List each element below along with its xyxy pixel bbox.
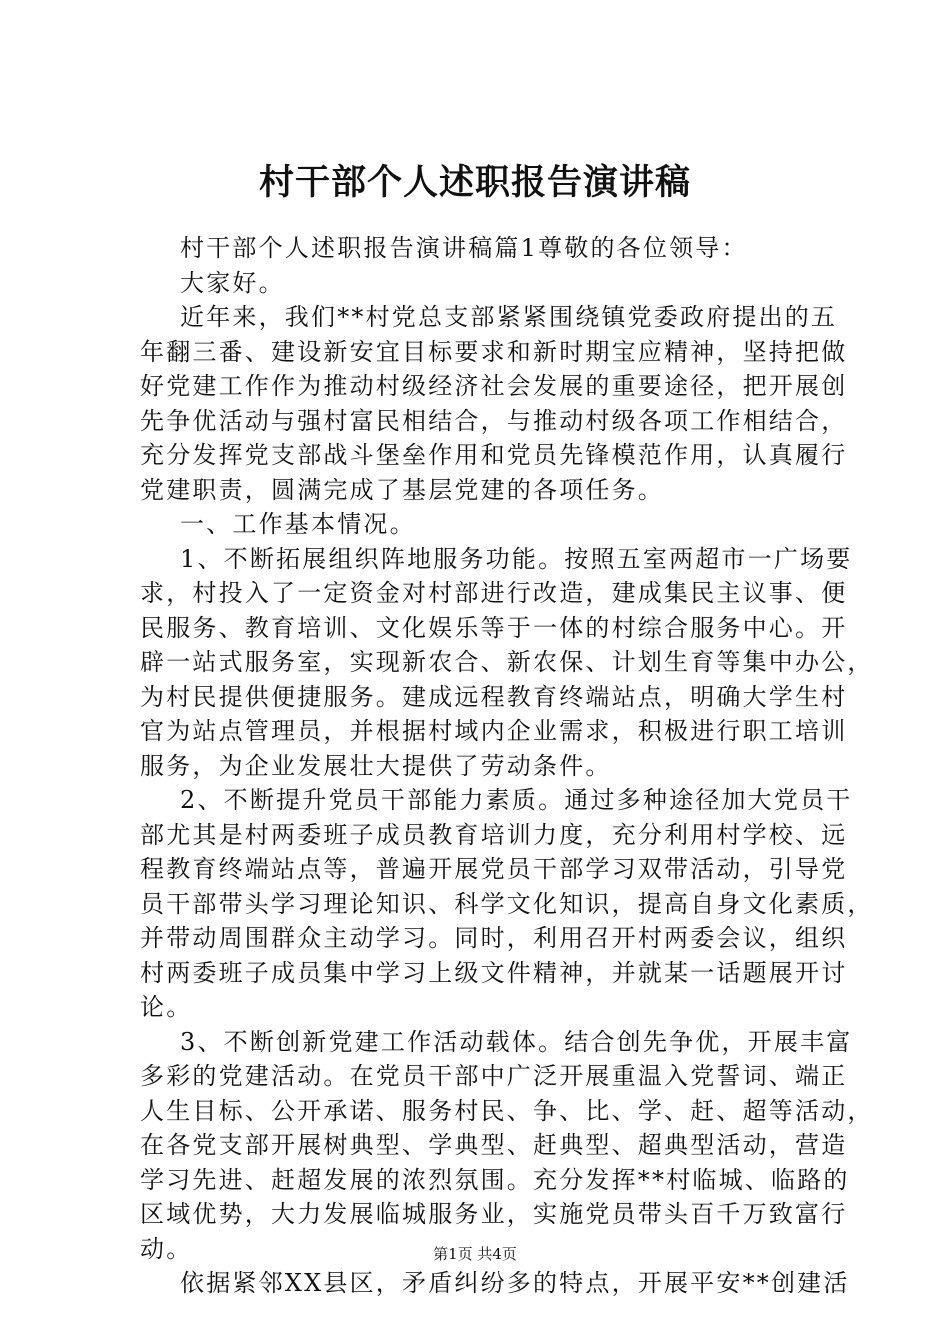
body-line: 年翻三番、建设新安宜目标要求和新时期宝应精神，坚持把做 [140, 337, 848, 366]
body-line: 服务，为企业发展壮大提供了劳动条件。 [140, 751, 612, 780]
body-line: 员干部带头学习理论知识、科学文化知识，提高自身文化素质， [140, 889, 874, 918]
body-line: 求，村投入了一定资金对村部进行改造，建成集民主议事、便 [140, 579, 848, 607]
body-line: 1、不断拓展组织阵地服务功能。按照五室两超市一广场要 [180, 544, 853, 573]
body-line: 并带动周围群众主动学习。同时，利用召开村两委会议，组织 [140, 924, 848, 952]
body-line: 在各党支部开展树典型、学典型、赶典型、超典型活动，营造 [140, 1131, 848, 1159]
body-line: 2、不断提升党员干部能力素质。通过多种途径加大党员干 [180, 786, 853, 814]
body-line: 区域优势，大力发展临城服务业，实施党员带头百千万致富行 [140, 1200, 848, 1228]
body-line: 官为站点管理员，并根据村域内企业需求，积极进行职工培训 [140, 717, 848, 745]
body-line: 辟一站式服务室，实现新农合、新农保、计划生育等集中办公， [140, 648, 874, 676]
body-line: 学习先进、赶超发展的浓烈氛围。充分发挥**村临城、临路的 [140, 1165, 850, 1194]
body-line: 多彩的党建活动。在党员干部中广泛开展重温入党誓词、端正 [140, 1062, 848, 1090]
body-line: 3、不断创新党建工作活动载体。结合创先争优，开展丰富 [180, 1027, 853, 1056]
body-line: 部尤其是村两委班子成员教育培训力度，充分利用村学校、远 [140, 820, 848, 849]
document-body [140, 231, 874, 1301]
body-line: 好党建工作作为推动村级经济社会发展的重要途径，把开展创 [140, 372, 848, 400]
body-line: 大家好。 [180, 268, 285, 297]
body-line: 村干部个人述职报告演讲稿篇1尊敬的各位领导： [180, 234, 748, 262]
body-line: 论。 [140, 993, 193, 1021]
body-line: 党建职责，圆满完成了基层党建的各项任务。 [140, 475, 664, 504]
body-line: 近年来，我们**村党总支部紧紧围绕镇党委政府提出的五 [180, 303, 838, 331]
body-line: 程教育终端站点等，普遍开展党员干部学习双带活动，引导党 [140, 855, 848, 883]
body-line: 一、工作基本情况。 [180, 510, 416, 538]
page-footer: 第1页 共4页 [433, 1245, 517, 1263]
body-line: 人生目标、公开承诺、服务村民、争、比、学、赶、超等活动， [140, 1096, 874, 1125]
body-line: 为村民提供便捷服务。建成远程教育终端站点，明确大学生村 [140, 682, 848, 711]
body-line: 先争优活动与强村富民相结合，与推动村级各项工作相结合， [140, 406, 848, 435]
body-line: 依据紧邻XX县区，矛盾纠纷多的特点，开展平安**创建活 [180, 1269, 850, 1297]
body-line: 村两委班子成员集中学习上级文件精神，并就某一话题展开讨 [140, 958, 848, 987]
body-line: 充分发挥党支部战斗堡垒作用和党员先锋模范作用，认真履行 [140, 441, 848, 469]
body-line: 民服务、教育培训、文化娱乐等于一体的村综合服务中心。开 [140, 613, 848, 642]
document-title: 村干部个人述职报告演讲稿 [258, 162, 691, 203]
body-line: 动。 [140, 1234, 193, 1263]
